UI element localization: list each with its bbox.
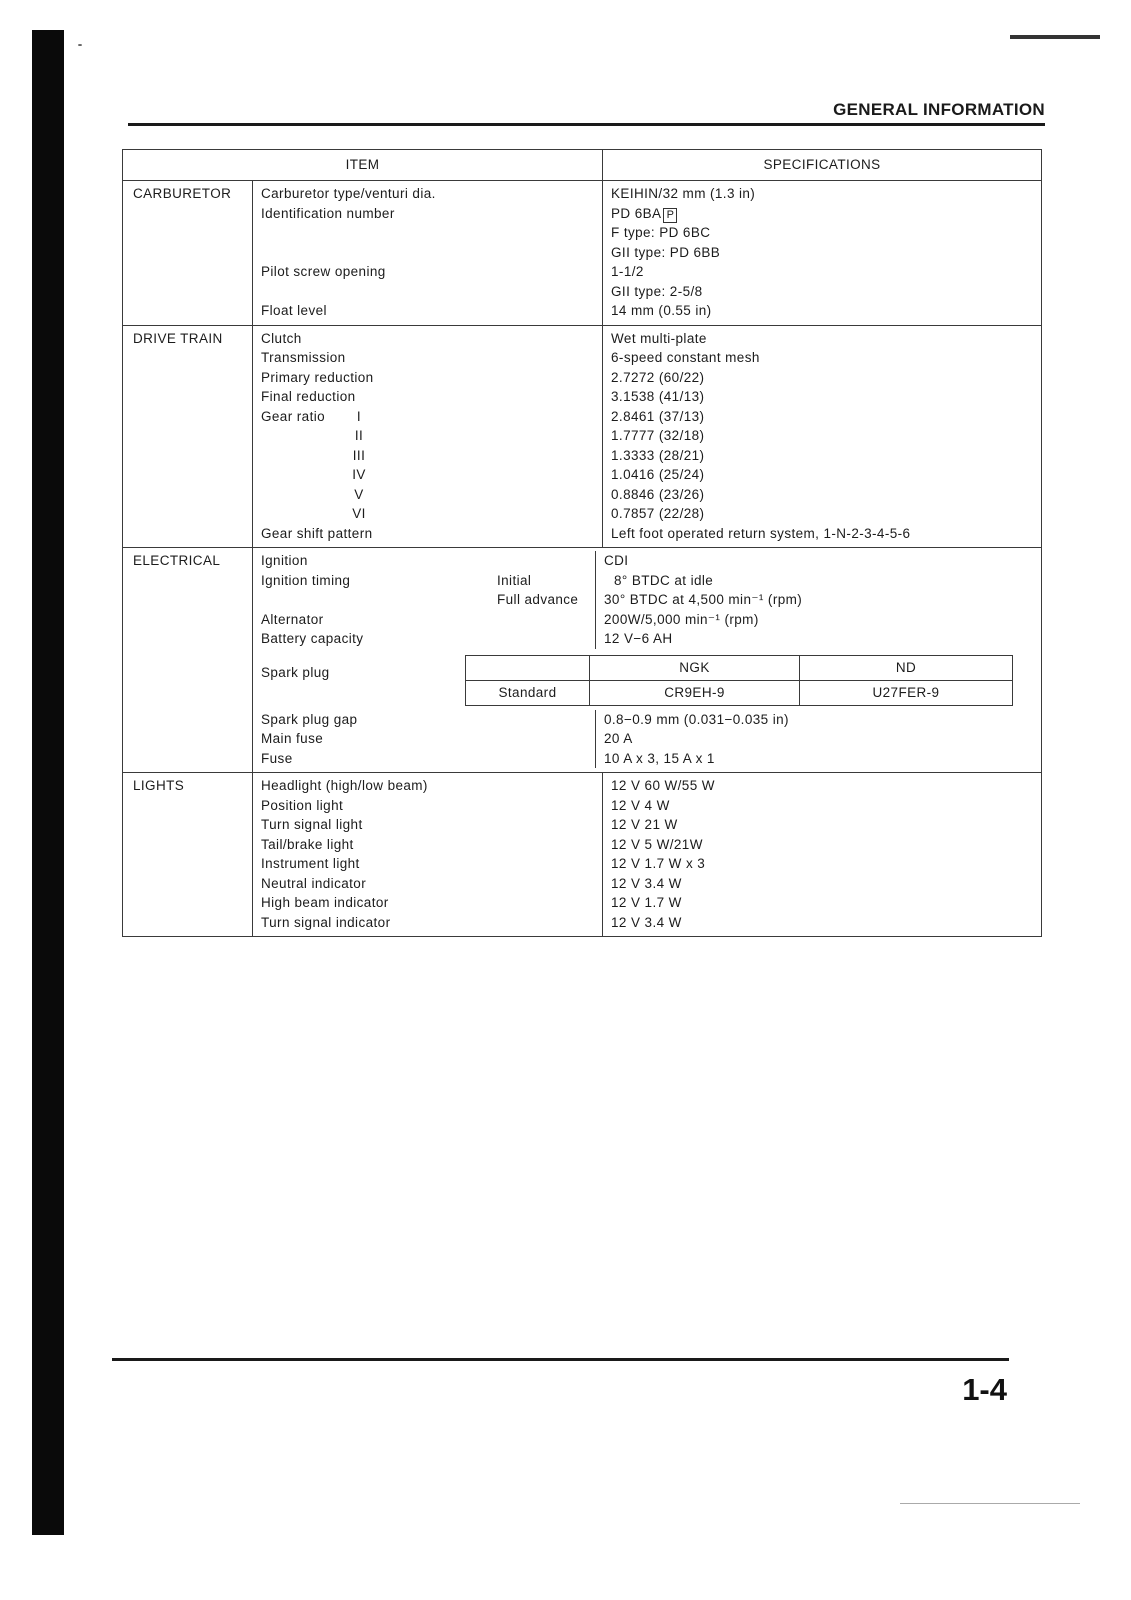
spec-value: 12 V 1.7 W: [611, 895, 682, 910]
spec-value: 12 V 3.4 W: [611, 875, 682, 891]
specifications-table: [122, 149, 1042, 937]
spec-value: PD 6BA: [611, 205, 662, 221]
top-right-rule: [1010, 35, 1100, 39]
item-label: Identification number: [261, 205, 395, 221]
item-label: Ignition timing: [261, 572, 351, 588]
item-label: Pilot screw opening: [261, 264, 386, 279]
spec-value: 20 A: [604, 731, 633, 746]
spec-value-id: [611, 204, 1037, 224]
spec-value: 30° BTDC at 4,500 min⁻¹ (rpm): [604, 592, 803, 607]
drive-train-specs: [603, 325, 1042, 548]
plug-row-label: Standard: [466, 680, 590, 705]
spec-value: 3.1538 (41/13): [611, 389, 705, 404]
spark-plug-block: [253, 655, 1041, 706]
gear-numeral: II: [354, 428, 364, 443]
spec-value: 12 V−6 AH: [604, 631, 673, 646]
lights-specs: [603, 773, 1042, 937]
item-label: Primary reduction: [261, 369, 374, 385]
spec-value: 10 A x 3, 15 A x 1: [604, 750, 715, 766]
item-label: Float level: [261, 303, 327, 318]
item-label: Fuse: [261, 750, 293, 766]
gear-numeral: V: [354, 486, 364, 502]
electrical-upper: [253, 551, 1041, 649]
category-label: LIGHTS: [123, 773, 253, 937]
spec-value: 12 V 5 W/21W: [611, 836, 703, 852]
spec-value: 1.3333 (28/21): [611, 447, 705, 463]
gear-numeral: IV: [352, 467, 366, 482]
spec-value: 12 V 4 W: [611, 797, 670, 813]
item-label: High beam indicator: [261, 895, 389, 910]
spec-value: 0.8−0.9 mm (0.031−0.035 in): [604, 711, 789, 727]
item-label: Instrument light: [261, 856, 360, 871]
table-header-row: [123, 150, 1042, 181]
gear-numeral: III: [352, 447, 366, 463]
electrical-specs: [595, 551, 1041, 649]
electrical-items: [253, 551, 595, 649]
timing-full-label: Full advance: [497, 592, 579, 607]
lights-items: [253, 773, 603, 937]
spec-value: 12 V 60 W/55 W: [611, 778, 715, 793]
item-label: Final reduction: [261, 389, 356, 404]
item-label: Clutch: [261, 330, 302, 346]
plug-nd-value: U27FER-9: [800, 680, 1013, 705]
scan-speck: [78, 44, 82, 46]
plug-header-row: [466, 655, 1013, 680]
spec-value: 12 V 21 W: [611, 817, 678, 832]
electrical-section: [123, 548, 1042, 773]
gear-row: [261, 465, 602, 485]
gear-row: [261, 446, 602, 466]
bottom-rule: [900, 1503, 1080, 1504]
electrical-lower: [253, 710, 1041, 769]
spec-column-header: SPECIFICATIONS: [603, 150, 1042, 181]
spec-value: Wet multi-plate: [611, 330, 707, 346]
spec-value: 2.7272 (60/22): [611, 369, 705, 385]
spec-value: 1.0416 (25/24): [611, 467, 705, 482]
footer-rule: [112, 1358, 1009, 1361]
item-label: Tail/brake light: [261, 836, 354, 852]
plug-header-blank: [466, 655, 590, 680]
spec-value: 2.8461 (37/13): [611, 408, 705, 424]
lights-section: [123, 773, 1042, 937]
gear-row: [261, 426, 602, 446]
item-label: Gear shift pattern: [261, 525, 373, 541]
category-label: DRIVE TRAIN: [123, 325, 253, 548]
electrical-lower-specs: [595, 710, 1041, 769]
gear-ratio-row: [261, 407, 602, 427]
spec-value: 0.8846 (23/26): [611, 486, 705, 502]
spec-value: 12 V 3.4 W: [611, 914, 682, 930]
item-label: Battery capacity: [261, 631, 364, 646]
timing-row: [261, 590, 595, 610]
category-label: ELECTRICAL: [123, 548, 253, 773]
section-title: GENERAL INFORMATION: [833, 100, 1045, 119]
plug-ngk-value: CR9EH-9: [590, 680, 800, 705]
electrical-lower-items: [253, 710, 595, 769]
binding-edge: [32, 30, 64, 1535]
item-label: Turn signal light: [261, 817, 363, 832]
item-label: Spark plug gap: [261, 711, 358, 727]
item-label: [261, 223, 602, 243]
item-label: Ignition: [261, 553, 308, 568]
gear-ratio-label: Gear ratio: [261, 408, 326, 424]
item-label: Alternator: [261, 611, 324, 627]
page-number: 1-4: [962, 1372, 1007, 1407]
spark-plug-table: [465, 655, 1013, 706]
spec-value: 6-speed constant mesh: [611, 350, 760, 365]
item-label: [261, 243, 602, 263]
spec-value: KEIHIN/32 mm (1.3 in): [611, 186, 756, 201]
category-label: CARBURETOR: [123, 181, 253, 326]
gear-numeral: VI: [352, 506, 366, 521]
carburetor-items: [253, 181, 603, 326]
item-label: Spark plug: [261, 664, 330, 680]
drive-train-items: [253, 325, 603, 548]
spec-value: 8° BTDC at idle: [614, 572, 714, 588]
item-label: [261, 282, 602, 302]
plug-header-nd: ND: [800, 655, 1013, 680]
item-label: Main fuse: [261, 731, 324, 746]
spec-value: 1-1/2: [611, 264, 644, 279]
carburetor-section: [123, 181, 1042, 326]
item-label: Transmission: [261, 350, 346, 365]
electrical-content: [253, 548, 1042, 773]
spec-value: 12 V 1.7 W x 3: [611, 856, 706, 871]
item-column-header: ITEM: [123, 150, 603, 181]
boxed-p-mark: P: [663, 208, 677, 223]
gear-row: [261, 504, 602, 524]
spec-value: 0.7857 (22/28): [611, 506, 705, 521]
spec-value: CDI: [604, 553, 629, 568]
timing-row: [261, 571, 595, 591]
spec-value: GII type: 2-5/8: [611, 283, 703, 299]
item-label: Position light: [261, 797, 344, 813]
gear-row: [261, 485, 602, 505]
plug-header-ngk: NGK: [590, 655, 800, 680]
spec-value: F type: PD 6BC: [611, 225, 711, 240]
spec-value: 200W/5,000 min⁻¹ (rpm): [604, 611, 759, 627]
item-label: Carburetor type/venturi dia.: [261, 186, 436, 201]
carburetor-specs: [603, 181, 1042, 326]
drive-train-section: [123, 325, 1042, 548]
plug-standard-row: [466, 680, 1013, 705]
spec-value: GII type: PD 6BB: [611, 244, 721, 260]
spec-value: Left foot operated return system, 1-N-2-3-4-5-6: [611, 525, 911, 541]
item-label: Headlight (high/low beam): [261, 778, 428, 793]
item-label: Neutral indicator: [261, 875, 367, 891]
spec-value: 14 mm (0.55 in): [611, 303, 712, 318]
gear-numeral: I: [356, 408, 362, 424]
spec-value: 1.7777 (32/18): [611, 428, 705, 443]
item-label: Turn signal indicator: [261, 914, 391, 930]
timing-initial-label: Initial: [497, 572, 532, 588]
header-rule: [128, 123, 1045, 126]
